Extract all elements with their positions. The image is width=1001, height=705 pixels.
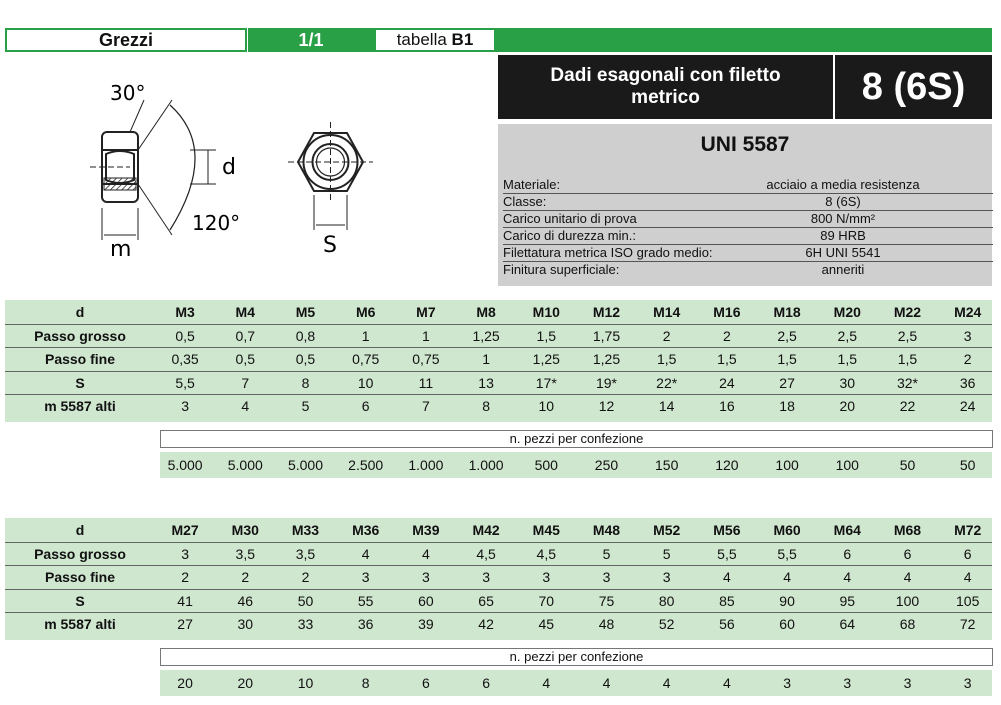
- page-fraction: 1/1: [248, 28, 374, 52]
- size-header-cell: M68: [893, 522, 922, 538]
- pack-quantity-cell: 5.000: [287, 456, 323, 473]
- pack-quantity-cell: 6: [482, 674, 490, 691]
- table-cell: 3: [421, 569, 430, 585]
- table-cell: 0,5: [175, 327, 195, 344]
- table-cell: 1,5: [656, 351, 677, 367]
- pack-quantity-cell: 3: [843, 674, 852, 691]
- table-cell: 24: [719, 374, 735, 391]
- pack-quantity-cell: 3: [903, 674, 912, 691]
- table-cell: 4,5: [536, 545, 557, 562]
- table-prefix: tabella: [396, 30, 447, 49]
- table-cell: 14: [658, 398, 675, 414]
- pack-quantity-cell: 1.000: [408, 456, 444, 473]
- row-label: Passo fine: [44, 351, 116, 367]
- table-cell: 32*: [896, 374, 918, 391]
- table-cell: 0,5: [295, 351, 316, 367]
- table-cell: 18: [779, 398, 795, 414]
- pack-quantity-cell: 50: [959, 456, 976, 473]
- row-label: m 5587 alti: [44, 616, 116, 632]
- pack-quantity-cell: 3: [783, 674, 791, 691]
- pack-quantity-cell: 250: [594, 456, 619, 473]
- table-cell: 4: [361, 545, 370, 562]
- table-cell: 4,5: [476, 545, 496, 562]
- table-cell: 100: [895, 592, 920, 609]
- table-cell: 22*: [656, 374, 678, 391]
- size-header-cell: M30: [231, 522, 259, 538]
- table-cell: 27: [177, 616, 193, 632]
- table-cell: 90: [779, 592, 795, 609]
- table-cell: 3: [181, 398, 189, 414]
- table-cell: 22: [899, 398, 916, 414]
- table-cell: 46: [237, 592, 254, 609]
- angle-120-label: 120°: [192, 211, 241, 235]
- dim-s-label: S: [323, 233, 337, 258]
- table-cell: 5,5: [777, 545, 797, 562]
- table-cell: 80: [658, 592, 675, 609]
- pack-quantity-cell: 4: [722, 674, 731, 691]
- spec-label: Carico di durezza min.:: [503, 228, 636, 243]
- title-line-1: Dadi esagonali con filetto: [550, 65, 781, 86]
- table-cell: 6: [903, 545, 912, 562]
- table-cell: 4: [241, 398, 250, 414]
- pack-quantity-cell: 100: [775, 456, 799, 473]
- pack-quantity-cell: 8: [361, 674, 370, 691]
- table-cell: 2,5: [897, 327, 918, 344]
- table-cell: 4: [421, 545, 430, 562]
- table-cell: 10: [357, 374, 374, 391]
- table-cell: 20: [839, 398, 856, 414]
- pack-quantity-cell: 10: [297, 674, 314, 691]
- table-cell: 8: [301, 374, 310, 391]
- pack-quantity-cell: 20: [177, 674, 193, 691]
- table-cell: 4: [783, 569, 791, 585]
- spec-label: Materiale:: [503, 177, 561, 192]
- table-cell: 3,5: [295, 545, 316, 562]
- row-label: S: [75, 592, 85, 609]
- pack-quantity-cell: 100: [835, 456, 859, 473]
- pack-quantity-cell: 4: [662, 674, 671, 691]
- table-cell: 2: [722, 327, 731, 344]
- category-label: Grezzi: [5, 28, 247, 52]
- table-cell: 1: [482, 351, 490, 367]
- row-label: Passo fine: [44, 569, 116, 585]
- table-cell: 5: [602, 545, 611, 562]
- spec-label: Filettatura metrica ISO grado medio:: [503, 245, 713, 260]
- table-cell: 10: [538, 398, 555, 414]
- table-cell: 36: [357, 616, 374, 632]
- table-cell: 6: [361, 398, 370, 414]
- table-cell: 33: [297, 616, 314, 632]
- table-cell: 24: [959, 398, 976, 414]
- table-code: B1: [451, 30, 474, 49]
- spec-row: [503, 194, 993, 211]
- table-cell: 3: [542, 569, 551, 585]
- table-cell: 3: [482, 569, 490, 585]
- table-cell: 56: [719, 616, 735, 632]
- table-cell: 30: [839, 374, 856, 391]
- table-cell: 39: [418, 616, 434, 632]
- size-header-cell: M60: [773, 522, 801, 538]
- table-cell: 17*: [535, 374, 557, 391]
- table-cell: 1: [361, 327, 370, 344]
- table-cell: 4: [903, 569, 912, 585]
- size-header-cell: M18: [773, 304, 801, 320]
- angle-30-label: 30°: [110, 81, 146, 105]
- table-cell: 1,5: [536, 327, 557, 344]
- spec-value: anneriti: [821, 262, 865, 277]
- table-cell: 3: [361, 569, 370, 585]
- table-header-label: d: [75, 304, 85, 320]
- size-header-cell: M5: [295, 304, 316, 320]
- hex-nut-drawing: [60, 70, 400, 270]
- pack-quantity-label: n. pezzi per confezione: [160, 430, 993, 448]
- table-cell: 2: [963, 351, 972, 367]
- spec-value: acciaio a media resistenza: [766, 177, 920, 192]
- table-cell: 1,5: [837, 351, 858, 367]
- spec-label: Carico unitario di prova: [503, 211, 637, 226]
- table-cell: 12: [598, 398, 615, 414]
- size-header-cell: M36: [352, 522, 380, 538]
- table-cell: 3: [602, 569, 611, 585]
- table-cell: 1,25: [532, 351, 560, 367]
- dim-d-label: d: [222, 155, 236, 180]
- size-header-cell: M14: [653, 304, 681, 320]
- table-cell: 3,5: [235, 545, 256, 562]
- table-cell: 52: [658, 616, 675, 632]
- size-header-cell: M6: [355, 304, 376, 320]
- table-cell: 75: [598, 592, 615, 609]
- size-header-cell: M8: [476, 304, 496, 320]
- table-cell: 50: [297, 592, 314, 609]
- table-cell: 1: [421, 327, 430, 344]
- pack-quantity-cell: 5.000: [167, 456, 203, 473]
- table-cell: 2: [241, 569, 250, 585]
- size-header-cell: M48: [592, 522, 621, 538]
- size-header-cell: M22: [893, 304, 922, 320]
- spec-value: 89 HRB: [820, 228, 866, 243]
- pack-quantity-cell: 1.000: [468, 456, 504, 473]
- table-cell: 11: [418, 374, 434, 391]
- spec-value: 800 N/mm²: [810, 211, 876, 226]
- table-cell: 4: [843, 569, 852, 585]
- size-header-cell: M52: [653, 522, 681, 538]
- spec-row: [503, 177, 993, 194]
- pack-quantity-cell: 4: [602, 674, 611, 691]
- spec-row: [503, 211, 993, 228]
- table-cell: 4: [722, 569, 731, 585]
- pack-quantity-cell: 3: [963, 674, 972, 691]
- size-header-cell: M33: [291, 522, 320, 538]
- pack-quantity-cell: 50: [899, 456, 916, 473]
- title-line-2: metrico: [631, 87, 700, 108]
- table-cell: 5: [301, 398, 310, 414]
- table-cell: 1,75: [592, 327, 621, 344]
- table-cell: 95: [839, 592, 856, 609]
- table-cell: 0,5: [235, 351, 256, 367]
- pack-quantity-cell: 150: [655, 456, 679, 473]
- size-header-cell: M64: [833, 522, 861, 538]
- row-label: Passo grosso: [34, 545, 126, 562]
- table-cell: 36: [959, 374, 976, 391]
- spec-value: 8 (6S): [825, 194, 861, 209]
- row-label: Passo grosso: [34, 327, 126, 344]
- product-title: [498, 55, 833, 119]
- table-cell: 27: [779, 374, 795, 391]
- table-cell: 45: [538, 616, 555, 632]
- table-cell: 55: [357, 592, 374, 609]
- table-cell: 3: [181, 545, 189, 562]
- table-cell: 8: [482, 398, 490, 414]
- size-header-cell: M10: [532, 304, 560, 320]
- pack-quantity-label: n. pezzi per confezione: [160, 648, 993, 666]
- pack-quantity-cell: 5.000: [227, 456, 263, 473]
- table-cell: 5,5: [717, 545, 737, 562]
- size-header-cell: M7: [416, 304, 436, 320]
- table-cell: 16: [719, 398, 735, 414]
- table-header-label: d: [75, 522, 85, 538]
- table-cell: 2,5: [777, 327, 797, 344]
- table-cell: 0,8: [295, 327, 316, 344]
- table-cell: 60: [779, 616, 795, 632]
- table-cell: 64: [839, 616, 856, 632]
- table-cell: 13: [478, 374, 494, 391]
- table-cell: 42: [478, 616, 494, 632]
- size-header-cell: M42: [472, 522, 500, 538]
- size-header-cell: M45: [532, 522, 560, 538]
- table-cell: 85: [719, 592, 735, 609]
- table-cell: 72: [959, 616, 976, 632]
- table-cell: 3: [963, 327, 972, 344]
- table-cell: 3: [662, 569, 671, 585]
- pack-quantity-cell: 500: [534, 456, 558, 473]
- table-cell: 48: [598, 616, 615, 632]
- spec-label: Classe:: [503, 194, 547, 209]
- table-cell: 0,35: [171, 351, 199, 367]
- table-cell: 7: [421, 398, 430, 414]
- table-cell: 1,5: [777, 351, 797, 367]
- table-cell: 1,5: [717, 351, 737, 367]
- table-cell: 5: [662, 545, 671, 562]
- table-cell: 2,5: [837, 327, 858, 344]
- size-header-cell: M4: [235, 304, 255, 320]
- nut-front-view: [288, 122, 373, 230]
- pack-quantity-cell: 2.500: [348, 456, 384, 473]
- table-cell: 1,25: [472, 327, 500, 344]
- size-header-cell: M24: [954, 304, 982, 320]
- size-header-cell: M12: [592, 304, 621, 320]
- table-cell: 6: [843, 545, 852, 562]
- table-cell: 70: [538, 592, 555, 609]
- table-cell: 41: [177, 592, 193, 609]
- table-cell: 19*: [595, 374, 617, 391]
- table-cell: 30: [237, 616, 254, 632]
- size-header-cell: M72: [954, 522, 982, 538]
- table-cell: 7: [241, 374, 250, 391]
- pack-quantity-cell: 6: [421, 674, 430, 691]
- table-cell: 6: [963, 545, 972, 562]
- table-cell: 60: [418, 592, 434, 609]
- class-code: 8 (6S): [835, 55, 992, 119]
- spec-row: [503, 262, 993, 278]
- table-cell: 105: [956, 592, 980, 609]
- pack-quantity-cell: 120: [715, 456, 739, 473]
- dim-m-label: m: [110, 237, 132, 262]
- row-label: S: [75, 374, 85, 391]
- size-header-cell: M39: [412, 522, 440, 538]
- table-cell: 2: [301, 569, 310, 585]
- table-cell: 4: [963, 569, 972, 585]
- pack-quantity-cell: 4: [542, 674, 551, 691]
- size-header-cell: M27: [171, 522, 199, 538]
- size-header-cell: M16: [713, 304, 741, 320]
- spec-label: Finitura superficiale:: [503, 262, 620, 277]
- size-header-cell: M56: [713, 522, 741, 538]
- table-cell: 5,5: [175, 374, 195, 391]
- table-cell: 68: [899, 616, 916, 632]
- table-cell: 1,5: [897, 351, 918, 367]
- table-cell: 0,7: [235, 327, 256, 344]
- standard-title: UNI 5587: [700, 133, 790, 156]
- table-cell: 0,75: [412, 351, 440, 367]
- table-cell: 1,25: [592, 351, 621, 367]
- table-cell: 65: [478, 592, 494, 609]
- spec-value: 6H UNI 5541: [805, 245, 881, 260]
- spec-row: [503, 228, 993, 245]
- table-reference: [374, 28, 496, 52]
- header-bar-fill: [496, 28, 992, 52]
- size-header-cell: M3: [175, 304, 195, 320]
- pack-quantity-cell: 20: [237, 674, 254, 691]
- spec-row: [503, 245, 993, 262]
- table-cell: 2: [662, 327, 671, 344]
- row-label: m 5587 alti: [44, 398, 116, 414]
- table-cell: 0,75: [352, 351, 380, 367]
- table-cell: 2: [181, 569, 189, 585]
- size-header-cell: M20: [833, 304, 861, 320]
